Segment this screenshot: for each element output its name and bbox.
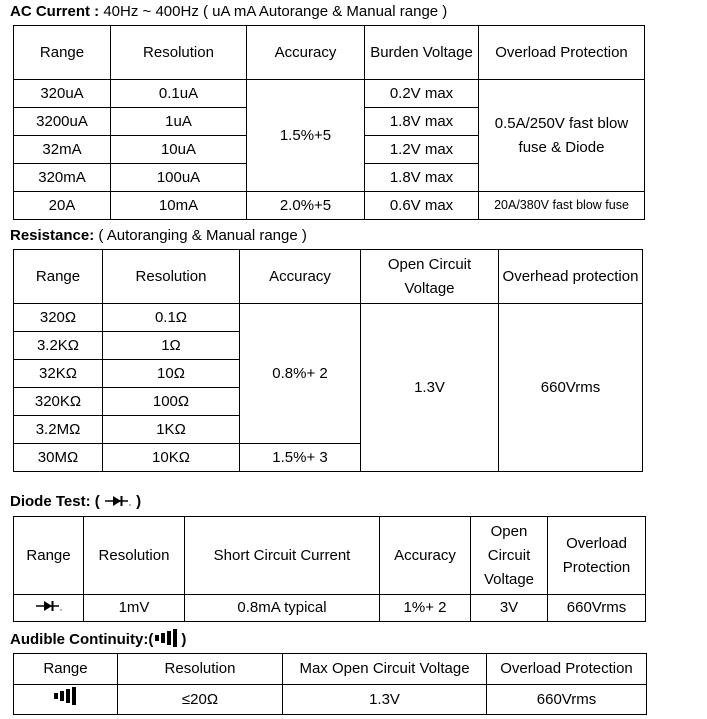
audible-continuity-heading: Audible Continuity:( ) <box>10 629 186 651</box>
burden-cell: 1.8V max <box>365 108 479 136</box>
overload-cell: 20A/380V fast blow fuse <box>479 192 645 220</box>
header-resolution: Resolution <box>103 250 240 304</box>
open-circuit-voltage-cell: 3V <box>471 595 548 622</box>
resistance-heading <box>10 227 307 244</box>
resolution-cell: 10uA <box>111 136 247 164</box>
overload-protection-cell: 660Vrms <box>548 595 646 622</box>
buzzer-icon <box>52 687 80 713</box>
header-max-open-circuit-voltage: Max Open Circuit Voltage <box>283 654 487 685</box>
resistance-title: Resistance: <box>10 227 95 244</box>
range-cell: 3.2MΩ <box>14 416 103 444</box>
resolution-cell: 0.1Ω <box>103 304 240 332</box>
diode-test-title: Diode Test: <box>10 493 91 510</box>
resolution-cell: 1Ω <box>103 332 240 360</box>
resistance-table <box>13 249 643 472</box>
range-cell: 320Ω <box>14 304 103 332</box>
resistance-subtitle: ( Autoranging & Manual range ) <box>98 227 307 244</box>
resolution-cell: 1mV <box>84 595 185 622</box>
range-cell: 32KΩ <box>14 360 103 388</box>
audible-continuity-table <box>13 653 647 715</box>
accuracy-cell: 1.5%+5 <box>247 80 365 192</box>
header-resolution: Resolution <box>111 26 247 80</box>
overhead-protection-cell: 660Vrms <box>499 304 643 472</box>
range-cell: 3.2KΩ <box>14 332 103 360</box>
header-range: Range <box>14 250 103 304</box>
buzzer-icon <box>153 629 181 651</box>
table-header-row <box>14 250 643 304</box>
resolution-cell: 0.1uA <box>111 80 247 108</box>
table-header-row <box>14 517 646 595</box>
header-accuracy: Accuracy <box>240 250 361 304</box>
ac-current-table <box>13 25 645 220</box>
range-cell: 30MΩ <box>14 444 103 472</box>
ac-current-subtitle: 40Hz ~ 400Hz ( uA mA Autorange & Manual range ) <box>103 3 448 20</box>
resolution-cell: 1uA <box>111 108 247 136</box>
range-cell <box>14 685 118 715</box>
short-circuit-current-cell: 0.8mA typical <box>185 595 380 622</box>
burden-cell: 0.2V max <box>365 80 479 108</box>
open-circuit-voltage-cell: 1.3V <box>361 304 499 472</box>
max-open-circuit-voltage-cell: 1.3V <box>283 685 487 715</box>
accuracy-cell: 1.5%+ 3 <box>240 444 361 472</box>
resolution-cell: 10Ω <box>103 360 240 388</box>
header-accuracy: Accuracy <box>380 517 471 595</box>
header-open-circuit-voltage: Open Circuit Voltage <box>361 250 499 304</box>
diode-test-heading: Diode Test: ( ) <box>10 493 142 510</box>
overload-protection-cell: 660Vrms <box>487 685 647 715</box>
header-overload-protection: Overload Protection <box>548 517 646 595</box>
diode-test-table <box>13 516 646 622</box>
header-resolution: Resolution <box>118 654 283 685</box>
burden-cell: 1.2V max <box>365 136 479 164</box>
ac-current-heading <box>10 3 447 20</box>
resolution-cell: 1KΩ <box>103 416 240 444</box>
header-range: Range <box>14 517 84 595</box>
table-row <box>14 595 646 622</box>
table-row <box>14 80 645 108</box>
range-cell: 320uA <box>14 80 111 108</box>
burden-cell: 0.6V max <box>365 192 479 220</box>
overload-cell: 0.5A/250V fast blow fuse & Diode <box>479 80 645 192</box>
header-overhead-protection: Overhead protection <box>499 250 643 304</box>
header-range: Range <box>14 654 118 685</box>
burden-cell: 1.8V max <box>365 164 479 192</box>
table-row <box>14 685 647 715</box>
resolution-cell: 10KΩ <box>103 444 240 472</box>
audible-continuity-title: Audible Continuity: <box>10 630 149 648</box>
diode-icon <box>104 494 132 511</box>
accuracy-cell: 2.0%+5 <box>247 192 365 220</box>
range-cell <box>14 595 84 622</box>
header-accuracy: Accuracy <box>247 26 365 80</box>
header-burden-voltage: Burden Voltage <box>365 26 479 80</box>
ac-current-title: AC Current : <box>10 3 100 20</box>
range-cell: 320KΩ <box>14 388 103 416</box>
resolution-cell: 100Ω <box>103 388 240 416</box>
header-overload-protection: Overload Protection <box>479 26 645 80</box>
table-header-row <box>14 654 647 685</box>
accuracy-cell: 1%+ 2 <box>380 595 471 622</box>
resolution-cell: 10mA <box>111 192 247 220</box>
resolution-cell: 100uA <box>111 164 247 192</box>
range-cell: 3200uA <box>14 108 111 136</box>
header-open-circuit-voltage: Open Circuit Voltage <box>471 517 548 595</box>
accuracy-cell: 0.8%+ 2 <box>240 304 361 444</box>
header-overload-protection: Overload Protection <box>487 654 647 685</box>
table-row <box>14 192 645 220</box>
range-cell: 32mA <box>14 136 111 164</box>
resolution-cell: ≤20Ω <box>118 685 283 715</box>
header-resolution: Resolution <box>84 517 185 595</box>
table-row <box>14 304 643 332</box>
range-cell: 320mA <box>14 164 111 192</box>
table-header-row <box>14 26 645 80</box>
header-short-circuit-current: Short Circuit Current <box>185 517 380 595</box>
diode-icon <box>35 596 63 620</box>
range-cell: 20A <box>14 192 111 220</box>
header-range: Range <box>14 26 111 80</box>
